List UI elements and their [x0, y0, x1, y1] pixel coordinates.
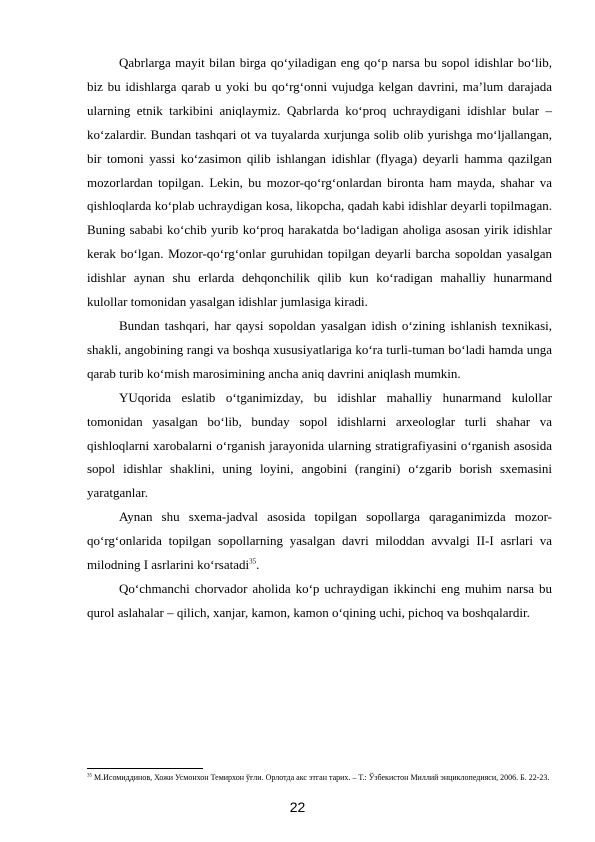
paragraph-4-text: Aynan shu sxema-jadval asosida topilgan sopollarga qaraganimizda mozor-qo‘rg‘onlarida topilgan sopollarning yasalgan davri miloddan avvalgi II-I asrlari va milodning I asrlarini ko‘rsatadi	[87, 509, 552, 573]
page-number: 22	[289, 799, 306, 815]
paragraph-4-end: .	[256, 557, 260, 573]
footnote-text: М.Исомиддинов, Хожи Усмонхон Темирхон ўғли. Орлотда акс этган тарих. – Т.: Ўзбекистон Миллий энциклопедияси, 2006. Б. 22-23.	[92, 773, 550, 782]
footnote-reference[interactable]: 35	[249, 557, 257, 566]
paragraph-2: Bundan tashqari, har qaysi sopoldan yasalgan idish o‘zining ishlanish texnikasi, shakli, angobining rangi va boshqa xususiyatlariga ko‘ra turli-tuman bo‘ladi hamda unga qarab turib ko‘mish marosimining ancha aniq davrini aniqlash mumkin.	[87, 317, 552, 381]
paragraph-3: YUqorida eslatib o‘tganimizday, bu idishlar mahalliy hunarmand kulollar tomonidan yasalgan bo‘lib, bunday sopol idishlarni arxeologlar turli shahar va qishloqlarni xarobalarni o‘rganish jarayonida ularning stratigrafiyasini o‘rganish asosida sopol idishlar shaklini, uning loyini, angobini (rangini) o‘zgarib borish sxemasini yaratganlar.	[87, 389, 552, 501]
paragraph-4	[87, 505, 552, 577]
footnote	[87, 773, 552, 783]
body-text	[87, 51, 552, 625]
footnote-divider	[87, 768, 203, 769]
footnote-number: 35	[87, 773, 92, 779]
paragraph-1: Qabrlarga mayit bilan birga qo‘yiladigan eng qo‘p narsa bu sopol idishlar bo‘lib, biz bu idishlarga qarab u yoki bu qo‘rg‘onni vujudga kelgan davrini, ma’lum darajada ularning etnik tarkibini aniqlaymiz. Qabrlarda ko‘proq uchraydigani idishlar bular – ko‘zalardir. Bundan tashqari ot va tuyalarda xurjunga solib olib yurishga mo‘ljallangan, bir tomoni yassi ko‘zasimon qilib ishlangan idishlar (flyaga) deyarli hamma qazilgan mozorlardan topilgan. Lekin, bu mozor-qo‘rg‘onlardan bironta ham mayda, shahar va qishloqlarda ko‘plab uchraydigan kosa, likopcha, qadah kabi idishlar deyarli topilmagan. Buning sababi ko‘chib yurib ko‘proq harakatda bo‘ladigan aholiga asosan yirik idishlar kerak bo‘lgan. Mozor-qo‘rg‘onlar guruhidan topilgan deyarli barcha sopoldan yasalgan idishlar aynan shu erlarda dehqonchilik qilib kun ko‘radigan mahalliy hunarmand kulollar tomonidan yasalgan idishlar jumlasiga kiradi.	[87, 55, 552, 310]
paragraph-5: Qo‘chmanchi chorvador aholida ko‘p uchraydigan ikkinchi eng muhim narsa bu qurol aslahalar – qilich, xanjar, kamon, kamon o‘qining uchi, pichoq va boshqalardir.	[87, 580, 552, 620]
